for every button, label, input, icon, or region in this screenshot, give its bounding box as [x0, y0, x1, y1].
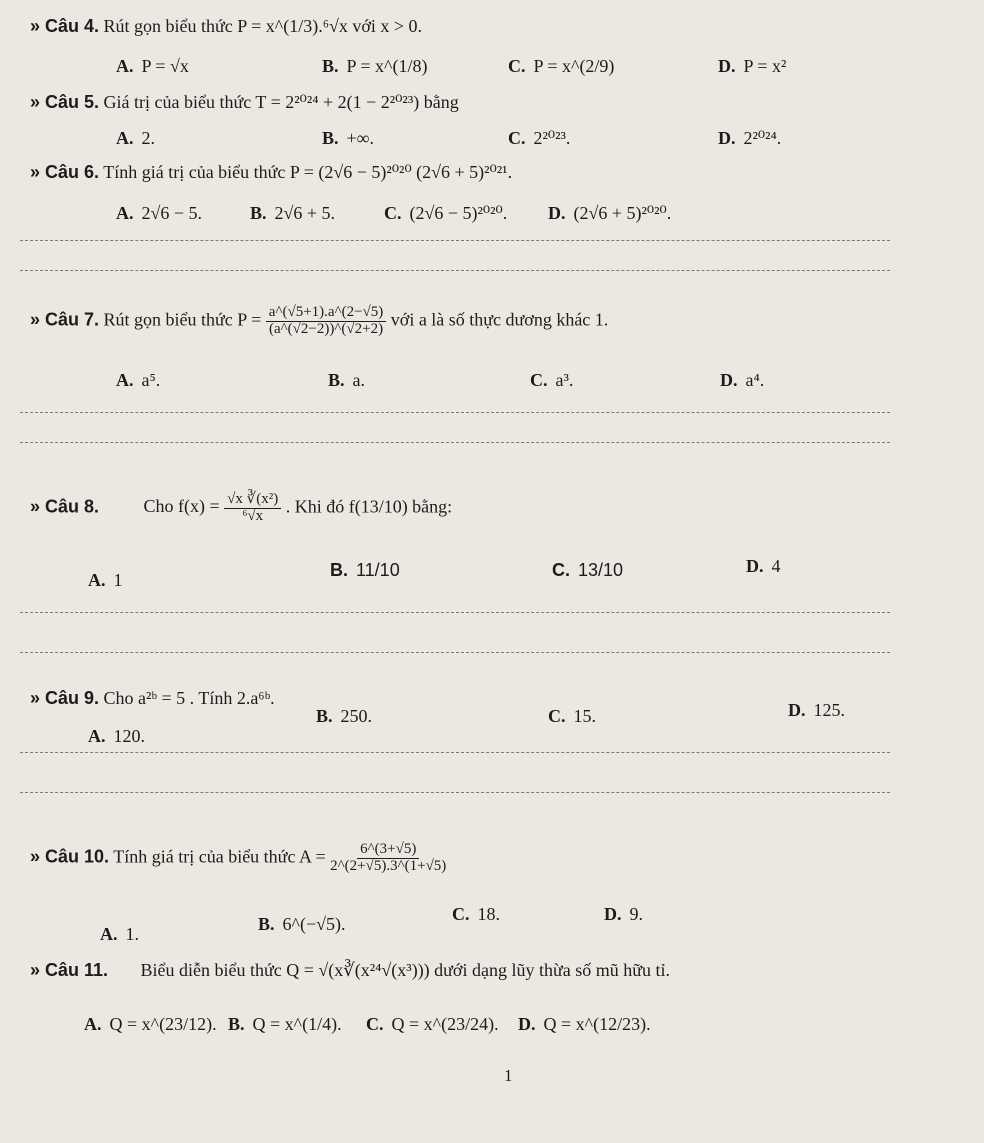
question-5	[30, 92, 459, 113]
page-number: 1	[504, 1066, 513, 1085]
q11-option-a[interactable]: A. Q = x^(23/12).	[84, 1014, 217, 1034]
answer-line	[20, 412, 890, 413]
q9-option-c[interactable]: C. 15.	[548, 706, 596, 726]
q4-option-a[interactable]: A. P = √x	[116, 56, 189, 76]
question-4-text: Rút gọn biểu thức P = x^(1/3).⁶√x với x > 0.	[103, 16, 423, 36]
question-8-text-before: Cho f(x) =	[143, 496, 220, 517]
q5-option-d[interactable]: D. 2²⁰²⁴.	[718, 128, 782, 148]
q10-option-b[interactable]: B. 6^(−√5).	[258, 914, 346, 934]
q5-option-a[interactable]: A. 2.	[116, 128, 155, 148]
question-10	[30, 842, 446, 875]
question-6-head: » Câu 6.	[30, 162, 100, 182]
q11-option-c[interactable]: C. Q = x^(23/24).	[366, 1014, 499, 1034]
q10-option-d[interactable]: D. 9.	[604, 904, 643, 924]
fraction-denominator: (a^(√2−2))^(√2+2)	[268, 320, 384, 337]
answer-line	[20, 752, 890, 753]
answer-line	[20, 270, 890, 271]
q11-option-d[interactable]: D. Q = x^(12/23).	[518, 1014, 651, 1034]
question-6	[30, 162, 512, 183]
q8-option-d[interactable]: D. 4	[746, 556, 781, 576]
question-4-head: » Câu 4.	[30, 16, 100, 36]
q5-option-c[interactable]: C. 2²⁰²³.	[508, 128, 571, 148]
question-9-text: Cho a²ᵇ = 5 . Tính 2.a⁶ᵇ.	[103, 688, 275, 708]
q4-option-c[interactable]: C. P = x^(2/9)	[508, 56, 615, 76]
question-7	[30, 305, 608, 338]
question-8	[30, 492, 452, 525]
answer-line	[20, 612, 890, 613]
question-8-fraction	[224, 492, 281, 525]
question-4	[30, 16, 422, 37]
answer-line	[20, 240, 890, 241]
question-7-text-after: với a là số thực dương khác 1.	[390, 309, 609, 330]
fraction-numerator: a^(√5+1).a^(2−√5)	[266, 305, 387, 322]
question-9	[30, 688, 275, 709]
question-11-text: Biểu diễn biểu thức Q = √(x∛(x²⁴√(x³))) dưới dạng lũy thừa số mũ hữu tỉ.	[140, 960, 670, 980]
question-6-text: Tính giá trị của biểu thức P = (2√6 − 5)²⁰²⁰ (2√6 + 5)²⁰²¹.	[103, 162, 513, 182]
question-7-fraction	[266, 305, 387, 338]
q9-option-a[interactable]: A. 120.	[88, 726, 145, 746]
fraction-denominator: ⁶√x	[242, 507, 264, 524]
question-11	[30, 960, 670, 981]
q7-option-c[interactable]: C. a³.	[530, 370, 574, 390]
question-7-head: » Câu 7.	[30, 309, 100, 330]
question-8-text-mid: . Khi đó f(13/10) bằng:	[285, 496, 453, 517]
q6-option-c[interactable]: C. (2√6 − 5)²⁰²⁰.	[384, 203, 508, 223]
q6-option-b[interactable]: B. 2√6 + 5.	[250, 203, 336, 223]
q7-option-a[interactable]: A. a⁵.	[116, 370, 161, 390]
question-5-text: Giá trị của biểu thức T = 2²⁰²⁴ + 2(1 − 2²⁰²³) bằng	[103, 92, 459, 112]
q10-option-c[interactable]: C. 18.	[452, 904, 500, 924]
q7-option-d[interactable]: D. a⁴.	[720, 370, 765, 390]
q6-option-a[interactable]: A. 2√6 − 5.	[116, 203, 203, 223]
question-10-head: » Câu 10.	[30, 846, 110, 867]
q8-option-c[interactable]: C. 13/10	[552, 560, 624, 580]
q8-option-a[interactable]: A. 1	[88, 570, 123, 590]
fraction-numerator: √x ∛(x²)	[224, 492, 281, 509]
question-11-head: » Câu 11.	[30, 960, 109, 980]
question-8-head: » Câu 8.	[30, 496, 100, 517]
fraction-denominator: 2^(2+√5).3^(1+√5)	[330, 857, 447, 874]
q11-option-b[interactable]: B. Q = x^(1/4).	[228, 1014, 342, 1034]
question-9-head: » Câu 9.	[30, 688, 100, 708]
q7-option-b[interactable]: B. a.	[328, 370, 366, 390]
question-10-text-before: Tính giá trị của biểu thức A =	[113, 846, 326, 867]
q10-option-a[interactable]: A. 1.	[100, 924, 139, 944]
answer-line	[20, 652, 890, 653]
answer-line	[20, 792, 890, 793]
q4-option-b[interactable]: B. P = x^(1/8)	[322, 56, 428, 76]
q5-option-b[interactable]: B. +∞.	[322, 128, 374, 148]
q4-option-d[interactable]: D. P = x²	[718, 56, 787, 76]
q8-option-b[interactable]: B. 11/10	[330, 560, 400, 580]
answer-line	[20, 442, 890, 443]
q9-option-b[interactable]: B. 250.	[316, 706, 373, 726]
question-10-fraction	[330, 842, 446, 875]
question-5-head: » Câu 5.	[30, 92, 100, 112]
fraction-numerator: 6^(3+√5)	[357, 842, 419, 859]
q6-option-d[interactable]: D. (2√6 + 5)²⁰²⁰.	[548, 203, 672, 223]
q9-option-d[interactable]: D. 125.	[788, 700, 845, 720]
question-7-text-before: Rút gọn biểu thức P =	[103, 309, 262, 330]
